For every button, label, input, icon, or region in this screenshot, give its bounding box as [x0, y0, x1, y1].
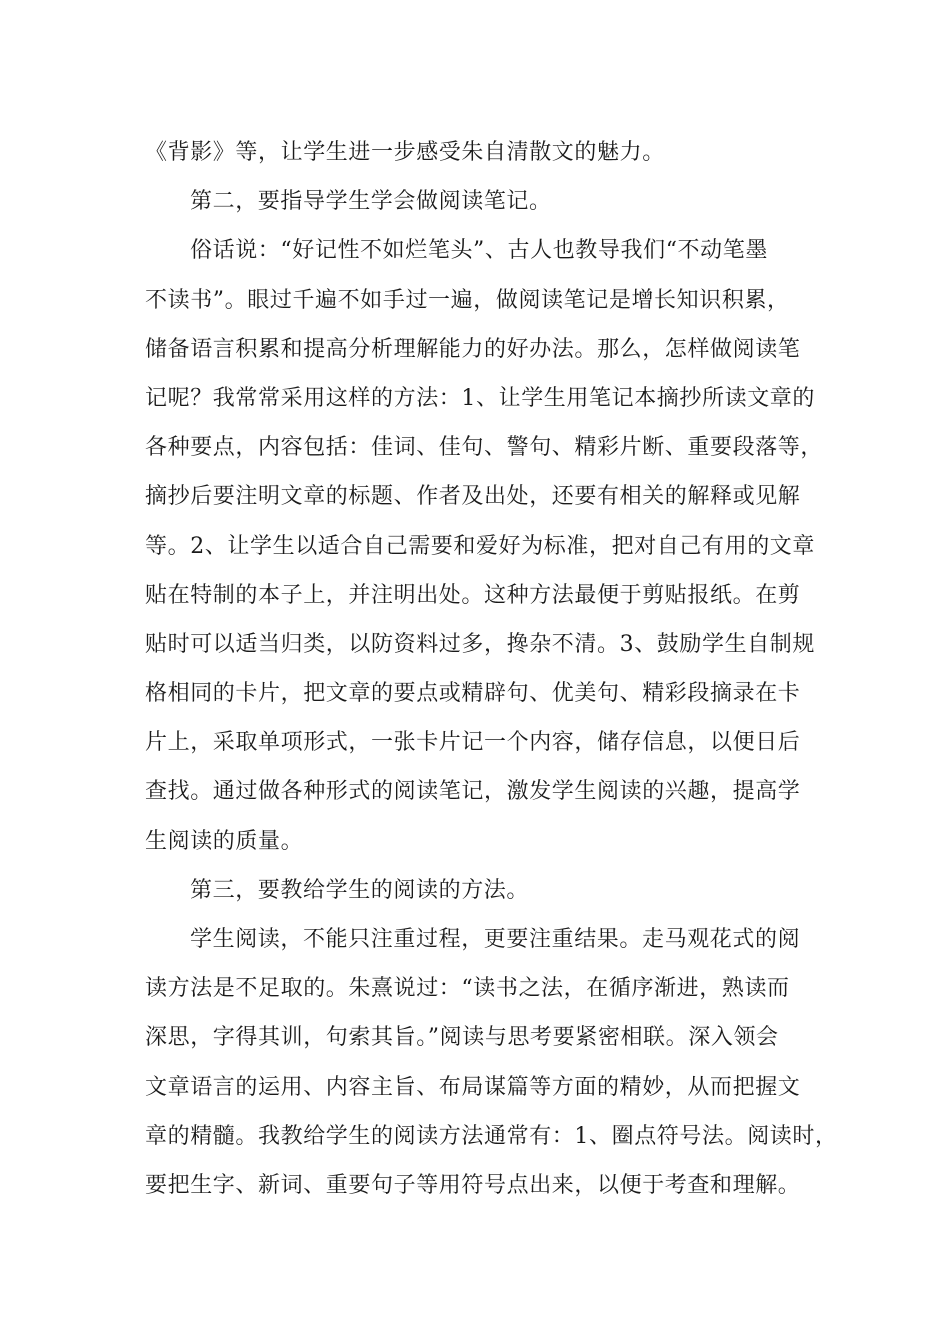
text-line-20: 文章语言的运用、内容主旨、布局谋篇等方面的精妙，从而把握文	[145, 1074, 801, 1100]
text-line-21: 章的精髓。我教给学生的阅读方法通常有：1、圈点符号法。阅读时，	[145, 1123, 838, 1149]
text-line-15: 生阅读的质量。	[145, 828, 304, 854]
text-line-18: 读方法是不足取的。朱熹说过：“读书之法，在循序渐进，熟读而	[145, 976, 790, 1002]
text-line-6: 记呢？我常常采用这样的方法：1、让学生用笔记本摘抄所读文章的	[145, 385, 815, 411]
text-line-17: 学生阅读，不能只注重过程，更要注重结果。走马观花式的阅	[190, 927, 801, 952]
text-line-9: 等。2、让学生以适合自己需要和爱好为标准，把对自己有用的文章	[145, 533, 815, 559]
text-line-7: 各种要点，内容包括：佳词、佳句、警句、精彩片断、重要段落等，	[145, 435, 824, 461]
text-line-16: 第三，要教给学生的阅读的方法。	[190, 877, 530, 903]
text-line-10: 贴在特制的本子上，并注明出处。这种方法最便于剪贴报纸。在剪	[145, 582, 801, 608]
text-line-4: 不读书”。眼过千遍不如手过一遍，做阅读笔记是增长知识积累，	[145, 287, 790, 313]
text-line-14: 查找。通过做各种形式的阅读笔记，激发学生阅读的兴趣，提高学	[145, 779, 801, 805]
text-line-13: 片上，采取单项形式，一张卡片记一个内容，储存信息，以便日后	[145, 730, 801, 756]
text-line-12: 格相同的卡片，把文章的要点或精辟句、优美句、精彩段摘录在卡	[145, 681, 801, 707]
text-line-3: 俗话说：“好记性不如烂笔头”、古人也教导我们“不动笔墨	[190, 238, 768, 264]
text-line-2: 第二，要指导学生学会做阅读笔记。	[190, 189, 552, 215]
text-line-8: 摘抄后要注明文章的标题、作者及出处，还要有相关的解释或见解	[145, 484, 801, 510]
text-line-5: 储备语言积累和提高分析理解能力的好办法。那么，怎样做阅读笔	[145, 336, 801, 362]
text-line-22: 要把生字、新词、重要句子等用符号点出来，以便于考查和理解。	[145, 1172, 801, 1198]
text-line-11: 贴时可以适当归类，以防资料过多，搀杂不清。3、鼓励学生自制规	[145, 631, 815, 657]
text-line-19: 深思，字得其训，句索其旨。”阅读与思考要紧密相联。深入领会	[145, 1025, 779, 1051]
body-text	[145, 128, 838, 1210]
text-line-1: 《背影》等，让学生进一步感受朱自清散文的魅力。	[145, 140, 665, 165]
